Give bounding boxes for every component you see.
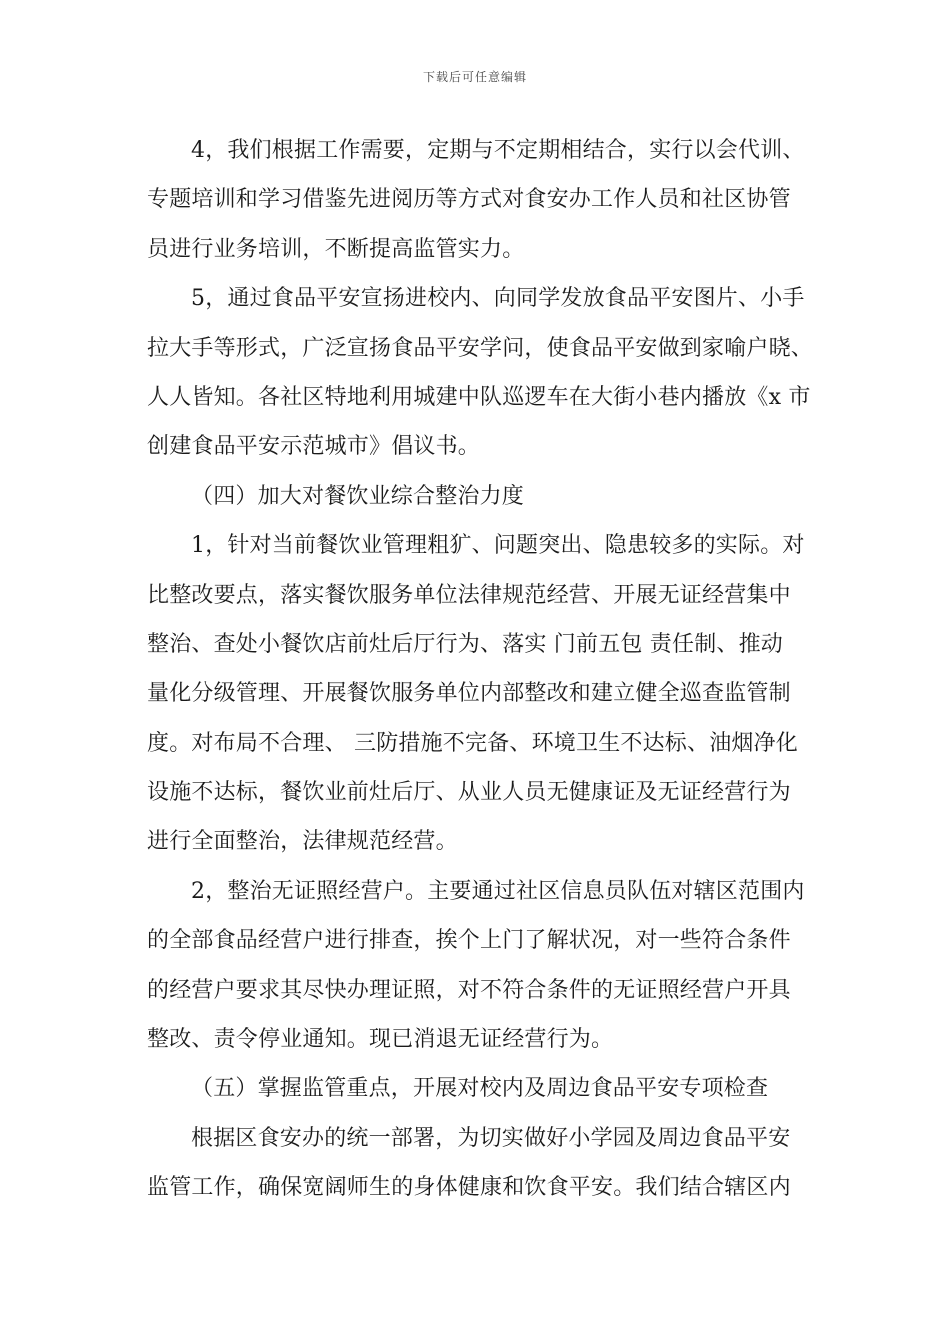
paragraph-1-line-2: 比整改要点，落实餐饮服务单位法律规范经营、开展无证经营集中 bbox=[147, 582, 791, 608]
document-body bbox=[147, 126, 817, 1213]
paragraph-5-line-3: 人人皆知。各社区特地利用城建中队巡逻车在大街小巷内播放《x 市 bbox=[147, 384, 811, 410]
paragraph-last-line-2: 监管工作，确保宽阔师生的身体健康和饮食平安。我们结合辖区内 bbox=[147, 1175, 791, 1201]
paragraph-4-line-2: 专题培训和学习借鉴先进阅历等方式对食安办工作人员和社区协管 bbox=[147, 187, 791, 213]
paragraph-1-line-6: 设施不达标，餐饮业前灶后厅、从业人员无健康证及无证经营行为 bbox=[147, 780, 791, 806]
section-heading-5: （五）掌握监管重点，开展对校内及周边食品平安专项检查 bbox=[191, 1076, 769, 1102]
section-heading-4: （四）加大对餐饮业综合整治力度 bbox=[191, 483, 525, 509]
paragraph-2-line-2: 的全部食品经营户进行排查，挨个上门了解状况，对一些符合条件 bbox=[147, 928, 791, 954]
paragraph-1-line-5: 度。对布局不合理、 三防措施不完备、环境卫生不达标、油烟净化 bbox=[147, 730, 798, 756]
page-header-note: 下载后可任意编辑 bbox=[422, 70, 527, 84]
paragraph-4-line-1: 4，我们根据工作需要，定期与不定期相结合，实行以会代训、 bbox=[191, 138, 805, 163]
paragraph-5-line-1: 5，通过食品平安宣扬进校内、向同学发放食品平安图片、小手 bbox=[191, 286, 805, 312]
paragraph-2-line-3: 的经营户要求其尽快办理证照，对不符合条件的无证照经营户开具 bbox=[147, 977, 791, 1003]
paragraph-2-line-1: 2，整治无证照经营户。主要通过社区信息员队伍对辖区范围内 bbox=[191, 878, 805, 904]
paragraph-2-line-4: 整改、责令停业通知。现已消退无证经营行为。 bbox=[147, 1027, 614, 1053]
paragraph-1-line-3: 整治、查处小餐饮店前灶后厅行为、落实 门前五包 责任制、推动 bbox=[147, 631, 783, 657]
paragraph-5-line-2: 拉大手等形式，广泛宣扬食品平安学问，使食品平安做到家喻户晓、 bbox=[147, 335, 814, 361]
paragraph-5-line-4: 创建食品平安示范城市》倡议书。 bbox=[147, 434, 481, 460]
paragraph-last-line-1: 根据区食安办的统一部署，为切实做好小学园及周边食品平安 bbox=[191, 1125, 791, 1151]
paragraph-1-line-1: 1，针对当前餐饮业管理粗犷、问题突出、隐患较多的实际。对 bbox=[191, 533, 805, 559]
paragraph-1-line-4: 量化分级管理、开展餐饮服务单位内部整改和建立健全巡查监管制 bbox=[147, 681, 791, 707]
paragraph-1-line-7: 进行全面整治，法律规范经营。 bbox=[147, 829, 458, 855]
paragraph-4-line-3: 员进行业务培训，不断提高监管实力。 bbox=[147, 236, 525, 262]
